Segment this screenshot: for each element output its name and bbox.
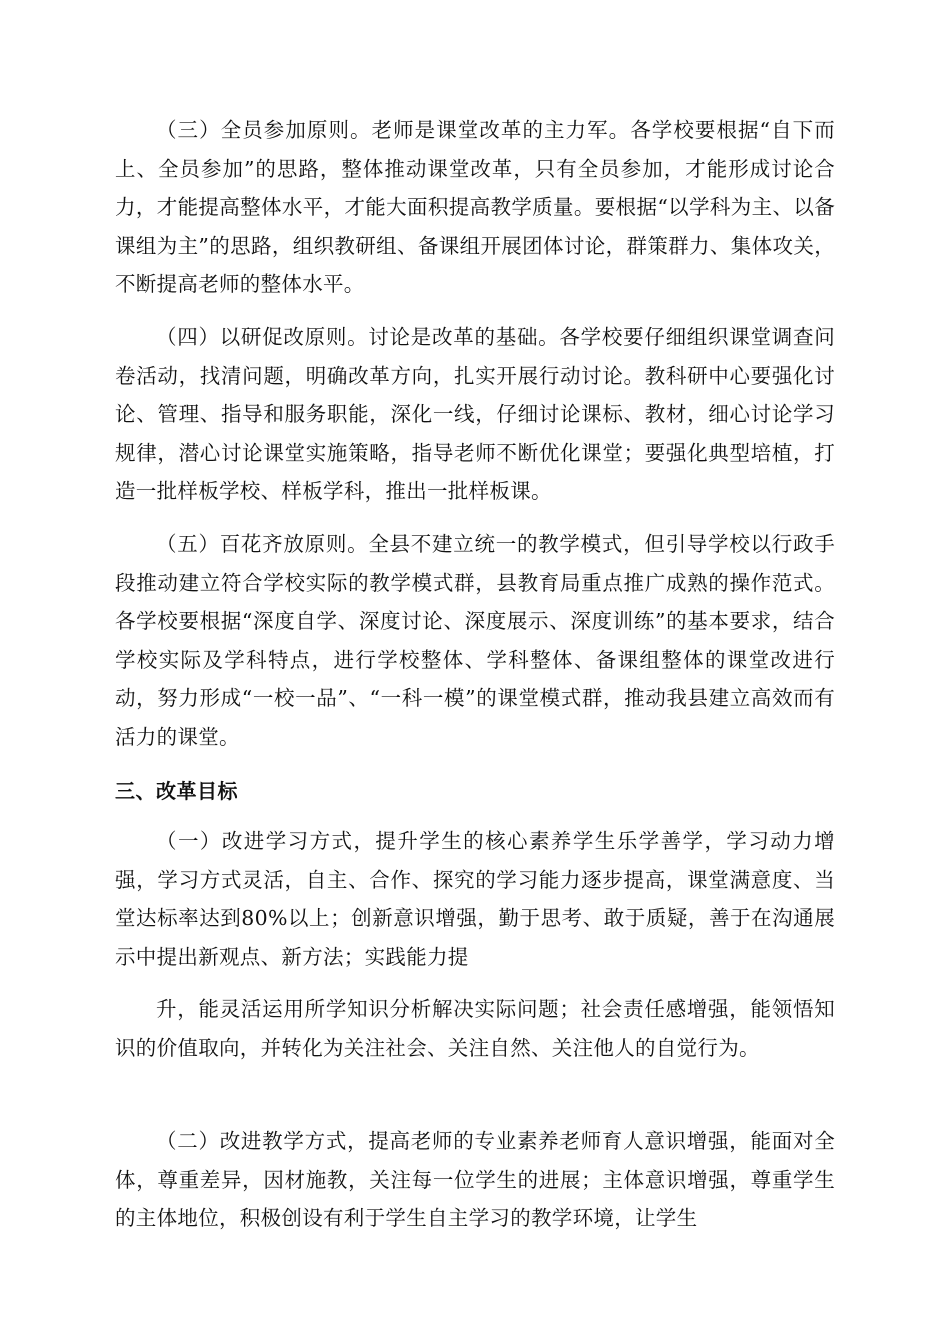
paragraph-goal-2: （二）改进教学方式，提高老师的专业素养老师育人意识增强，能面对全体，尊重差异，因材施教，关注每一位学生的进展；主体意识增强，尊重学生的主体地位，积极创设有利于学生自主学习的教学环境，让学生: [115, 1129, 835, 1231]
paragraph-principle-3: （三）全员参加原则。老师是课堂改革的主力军。各学校要根据“自下而上、全员参加”的思路，整体推动课堂改革，只有全员参加，才能形成讨论合力，才能提高整体水平，才能大面积提高教学质量。要根据“以学科为主、以备课组为主”的思路，组织教研组、备课组开展团体讨论，群策群力、集体攻关，不断提高老师的整体水平。: [115, 118, 835, 297]
paragraph-goal-1-continued: 升，能灵活运用所学知识分析解决实际问题；社会责任感增强，能领悟知识的价值取向，并转化为关注社会、关注自然、关注他人的自觉行为。: [115, 997, 835, 1060]
section-heading-reform-goals: 三、改革目标: [115, 779, 238, 803]
paragraph-goal-1: （一）改进学习方式，提升学生的核心素养学生乐学善学，学习动力增强，学习方式灵活，自主、合作、探究的学习能力逐步提高，课堂满意度、当堂达标率达到80%以上；创新意识增强，勤于思考、敢于质疑，善于在沟通展示中提出新观点、新方法；实践能力提: [115, 829, 835, 969]
paragraph-principle-5: （五）百花齐放原则。全县不建立统一的教学模式，但引导学校以行政手段推动建立符合学校实际的教学模式群，县教育局重点推广成熟的操作范式。各学校要根据“深度自学、深度讨论、深度展示、深度训练”的基本要求，结合学校实际及学科特点，进行学校整体、学科整体、备课组整体的课堂改进行动，努力形成“一校一品”、“一科一模”的课堂模式群，推动我县建立高效而有活力的课堂。: [115, 532, 835, 749]
paragraph-principle-4: （四）以研促改原则。讨论是改革的基础。各学校要仔细组织课堂调查问卷活动，找清问题，明确改革方向，扎实开展行动讨论。教科研中心要强化讨论、管理、指导和服务职能，深化一线，仔细讨论课标、教材，细心讨论学习规律，潜心讨论课堂实施策略，指导老师不断优化课堂；要强化典型培植，打造一批样板学校、样板学科，推出一批样板课。: [115, 325, 835, 504]
